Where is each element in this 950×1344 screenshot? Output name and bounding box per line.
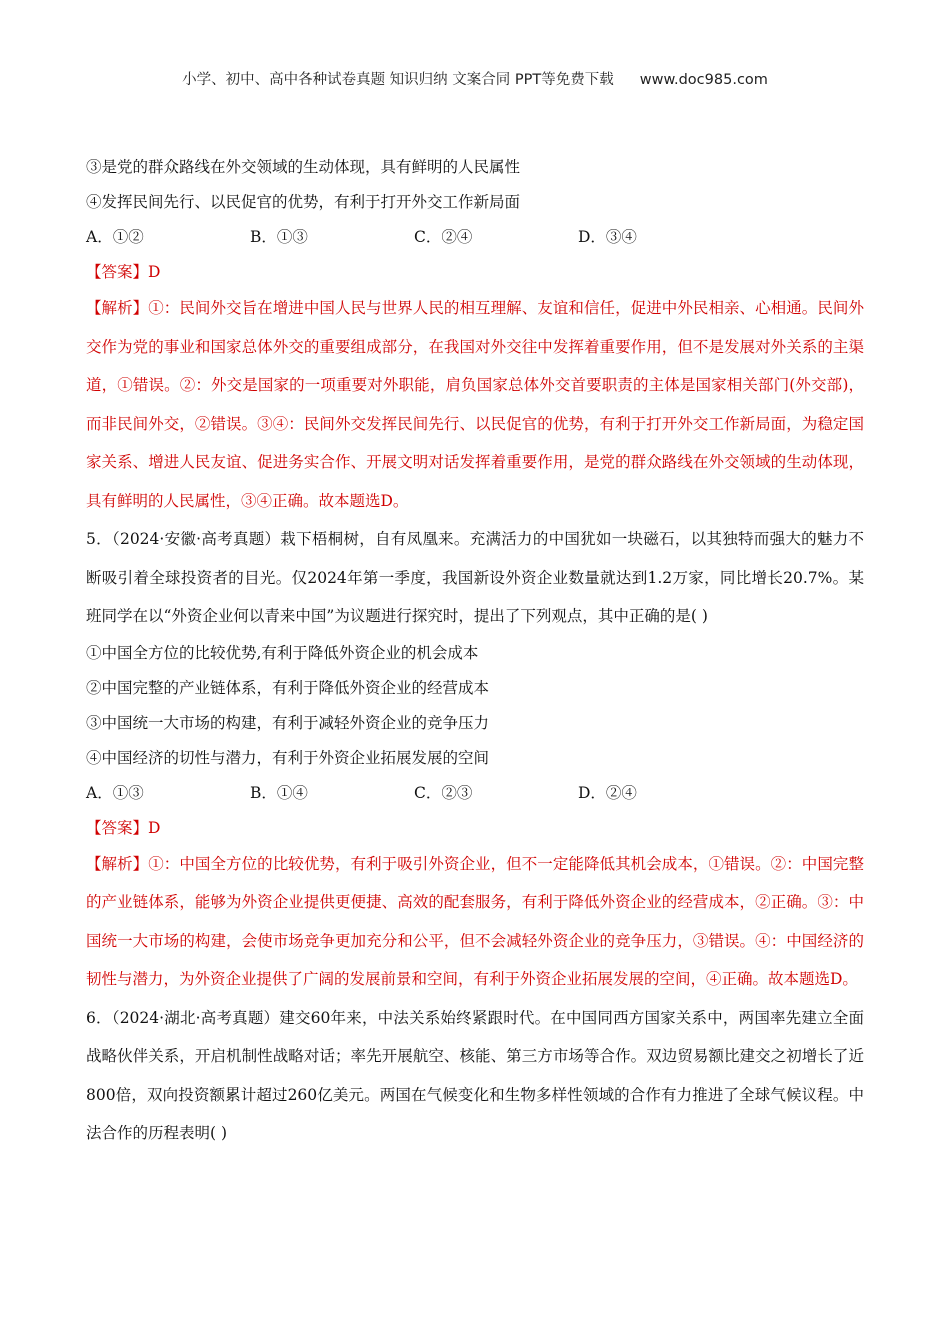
q4-item-4: ④发挥民间先行、以民促官的优势，有利于打开外交工作新局面: [86, 193, 521, 211]
q4-answer: 【答案】D: [86, 263, 161, 281]
q4-option-c: C．②④: [414, 228, 473, 246]
q5-stem: 5．（2024·安徽·高考真题）栽下梧桐树，自有凤凰来。充满活力的中国犹如一块磁石，以其独特而强大的魅力不断吸引着全球投资者的目光。仅2024年第一季度，我国新设外资企业数量就达到1.2万家，同比增长20.7%。某班同学在以“外资企业何以青来中国”为议题进行探究时，提出了下列观点，其中正确的是( ): [86, 530, 864, 625]
q4-item-3: ③是党的群众路线在外交领域的生动体现，具有鲜明的人民属性: [86, 158, 521, 176]
q5-option-d: D．②④: [578, 783, 637, 802]
q4-option-d: D．③④: [578, 228, 637, 246]
q5-item-1: ①中国全方位的比较优势,有利于降低外资企业的机会成本: [86, 643, 479, 662]
document-body: [86, 150, 864, 1153]
q5-options: [86, 776, 864, 811]
q5-analysis: 【解析】①：中国全方位的比较优势，有利于吸引外资企业，但不一定能降低其机会成本，①错误。②：中国完整的产业链体系，能够为外资企业提供更便捷、高效的配套服务，有利于降低外资企业的经营成本，②正确。③：中国统一大市场的构建，会使市场竞争更加充分和公平，但不会减轻外资企业的竞争压力，③错误。④：中国经济的韧性与潜力，为外资企业提供了广阔的发展前景和空间，有利于外资企业拓展发展的空间，④正确。故本题选D。: [86, 854, 864, 988]
q5-item-2: ②中国完整的产业链体系，有利于降低外资企业的经营成本: [86, 678, 490, 697]
header-site-link[interactable]: www.doc985.com: [639, 72, 768, 88]
q5-option-b: B．①④: [250, 783, 308, 802]
q5-answer: 【答案】D: [86, 818, 161, 837]
q4-option-a: A．①②: [86, 228, 144, 246]
q4-options: [86, 220, 864, 255]
header-text: 小学、初中、高中各种试卷真题 知识归纳 文案合同 PPT等免费下载: [182, 72, 614, 88]
q6-stem: 6．（2024·湖北·高考真题）建交60年来，中法关系始终紧跟时代。在中国同西方国家关系中，两国率先建立全面战略伙伴关系，开启机制性战略对话；率先开展航空、核能、第三方市场等合作。双边贸易额比建交之初增长了近800倍，双向投资额累计超过260亿美元。两国在气候变化和生物多样性领域的合作有力推进了全球气候议程。中法合作的历程表明( ): [86, 1008, 864, 1142]
q5-item-3: ③中国统一大市场的构建，有利于减轻外资企业的竞争压力: [86, 713, 490, 732]
q5-option-c: C．②③: [414, 783, 473, 802]
q5-item-4: ④中国经济的切性与潜力，有利于外资企业拓展发展的空间: [86, 748, 490, 767]
q4-option-b: B．①③: [250, 228, 308, 246]
page-header: [0, 68, 950, 89]
q5-option-a: A．①③: [86, 783, 144, 802]
q4-analysis: 【解析】①：民间外交旨在增进中国人民与世界人民的相互理解、友谊和信任，促进中外民相亲、心相通。民间外交作为党的事业和国家总体外交的重要组成部分，在我国对外交往中发挥着重要作用，但不是发展对外关系的主渠道，①错误。②：外交是国家的一项重要对外职能，肩负国家总体外交首要职责的主体是国家相关部门(外交部)，而非民间外交，②错误。③④：民间外交发挥民间先行、以民促官的优势，有利于打开外交工作新局面，为稳定国家关系、增进人民友谊、促进务实合作、开展文明对话发挥着重要作用，是党的群众路线在外交领域的生动体现，具有鲜明的人民属性，③④正确。故本题选D。: [86, 299, 864, 510]
